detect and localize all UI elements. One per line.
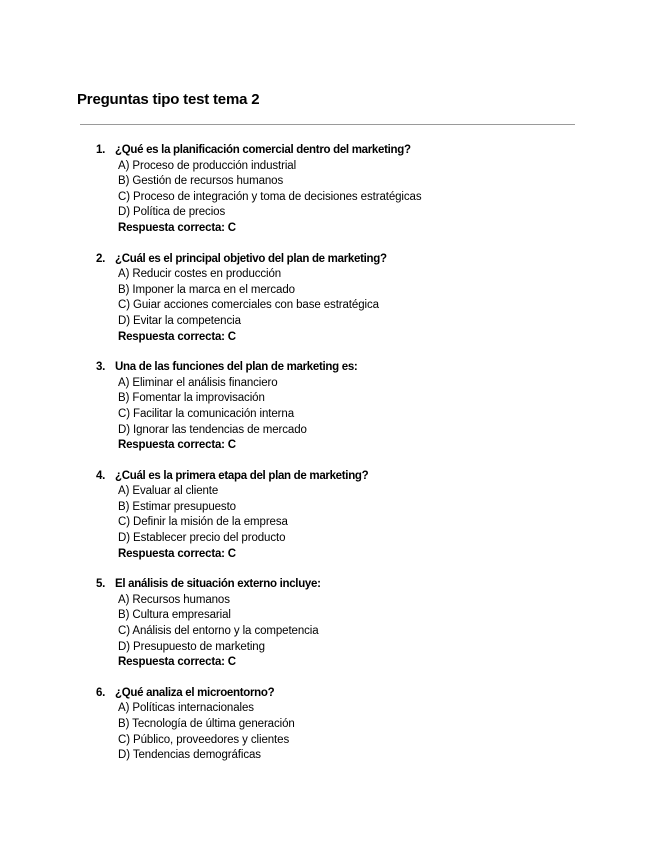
answer-option: A) Eliminar el análisis financiero [118,376,278,389]
answer-option: A) Políticas internacionales [118,702,254,715]
question-text: ¿Qué analiza el microentorno? [115,686,275,699]
option-list [118,159,616,221]
correct-answer: Respuesta correcta: C [118,330,236,343]
answer-option: B) Imponer la marca en el mercado [118,283,295,296]
question-text: ¿Cuál es el principal objetivo del plan de marketing? [115,252,387,265]
answer-option: C) Guiar acciones comerciales con base estratégica [118,299,379,312]
answer-option: A) Recursos humanos [118,593,230,606]
question-text: ¿Cuál es la primera etapa del plan de marketing? [115,469,369,482]
answer-option: D) Ignorar las tendencias de mercado [118,423,307,436]
option-list [118,701,616,763]
answer-option: B) Estimar presupuesto [118,500,236,513]
answer-option: D) Establecer precio del producto [118,532,286,545]
question-heading [96,686,616,702]
question-text: ¿Qué es la planificación comercial dentro del marketing? [115,144,411,156]
correct-answer: Respuesta correcta: C [118,547,236,560]
question-text: El análisis de situación externo incluye: [115,578,321,591]
question-item [96,360,616,454]
answer-option: B) Cultura empresarial [118,609,231,622]
option-list [118,593,616,655]
answer-option: B) Fomentar la improvisación [118,392,265,405]
title-divider [80,124,575,125]
question-item [96,252,616,346]
answer-option: D) Política de precios [118,206,226,219]
question-number: 1. [96,144,105,156]
question-heading [96,469,616,485]
answer-option: C) Análisis del entorno y la competencia [118,625,319,638]
answer-option: B) Tecnología de última generación [118,718,295,730]
question-item [96,686,616,764]
page-title: Preguntas tipo test tema 2 [77,91,260,108]
question-number: 6. [96,686,105,699]
question-number: 5. [96,578,105,591]
answer-option: C) Facilitar la comunicación interna [118,407,294,420]
correct-answer: Respuesta correcta: C [118,656,236,669]
answer-option: D) Presupuesto de marketing [118,640,265,653]
answer-option: A) Evaluar al cliente [118,485,219,498]
option-list [118,267,616,329]
question-number: 3. [96,361,105,374]
answer-option: C) Definir la misión de la empresa [118,516,288,529]
question-number: 2. [96,252,105,265]
question-list [96,143,616,779]
question-heading [96,360,616,376]
correct-answer: Respuesta correcta: C [118,439,236,452]
answer-option: D) Evitar la competencia [118,314,241,327]
answer-option: B) Gestión de recursos humanos [118,175,284,188]
question-heading [96,577,616,593]
question-item [96,143,616,237]
question-item [96,577,616,671]
answer-option: C) Público, proveedores y clientes [118,733,290,746]
answer-option: A) Reducir costes en producción [118,268,282,281]
correct-answer: Respuesta correcta: C [118,221,236,234]
question-heading [96,143,616,159]
option-list [118,484,616,546]
option-list [118,376,616,438]
answer-option: D) Tendencias demográficas [118,749,261,762]
question-item [96,469,616,563]
answer-option: C) Proceso de integración y toma de decisiones estratégicas [118,190,422,203]
question-heading [96,252,616,268]
question-text: Una de las funciones del plan de marketing es: [115,361,358,374]
answer-option: A) Proceso de producción industrial [118,159,297,172]
question-number: 4. [96,469,105,482]
